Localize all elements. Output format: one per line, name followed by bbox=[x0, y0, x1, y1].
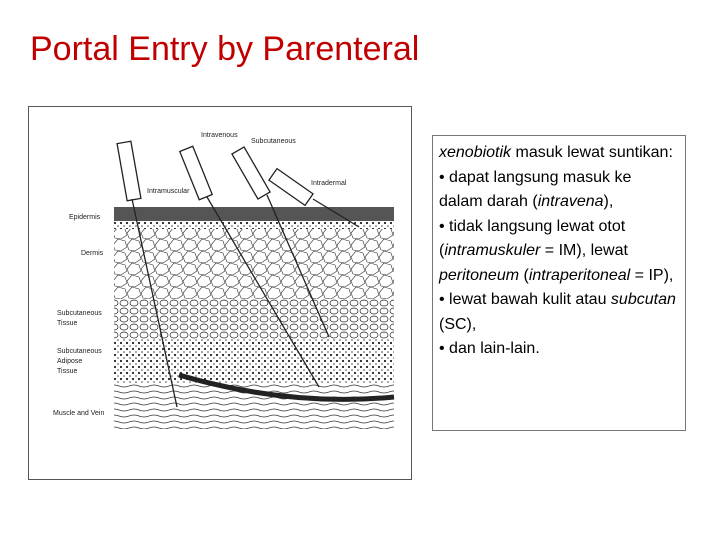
label-subcutaneous-adipose-3: Tissue bbox=[57, 368, 78, 375]
term-intraperitoneal: intraperitoneal bbox=[528, 266, 631, 284]
label-intravenous: Intravenous bbox=[201, 132, 238, 139]
subcutaneous-adipose-layer bbox=[114, 339, 394, 384]
bullet-subcutan bbox=[439, 288, 679, 337]
bullet-2-end: = IP), bbox=[630, 266, 674, 284]
dermis-layer bbox=[114, 229, 394, 299]
term-peritoneum: peritoneum bbox=[439, 266, 520, 284]
bullet-3-text: • lewat bawah kulit atau bbox=[439, 291, 611, 308]
epidermis-layer bbox=[114, 207, 394, 221]
label-subcutaneous-tissue-1: Subcutaneous bbox=[57, 310, 102, 317]
label-dermis: Dermis bbox=[81, 250, 104, 257]
term-subcutan: subcutan bbox=[610, 291, 676, 308]
intro-line bbox=[439, 141, 679, 166]
bullet-3-end: (SC), bbox=[439, 315, 477, 333]
bullet-1-end: ), bbox=[603, 193, 614, 210]
label-subcutaneous-tissue-2: Tissue bbox=[57, 320, 78, 327]
bullet-intramuskuler bbox=[439, 215, 679, 289]
subcutaneous-tissue-layer bbox=[114, 299, 394, 339]
bullet-lain-lain: • dan lain-lain. bbox=[439, 340, 540, 357]
slide-title: Portal Entry by Parenteral bbox=[30, 30, 420, 68]
label-muscle-vein: Muscle and Vein bbox=[53, 410, 105, 417]
label-subcutaneous-needle: Subcutaneous bbox=[251, 138, 296, 145]
description-text-box bbox=[432, 135, 686, 431]
label-epidermis: Epidermis bbox=[69, 214, 101, 221]
label-intradermal: Intradermal bbox=[311, 180, 347, 187]
bullet-2-text: • tidak langsung lewat otot ( bbox=[439, 217, 626, 259]
label-intramuscular: Intramuscular bbox=[147, 188, 190, 195]
bullet-2-mid2: ( bbox=[519, 266, 529, 284]
intro-rest: masuk lewat suntikan: bbox=[511, 144, 673, 161]
term-intramuskuler: intramuskuler bbox=[444, 242, 541, 259]
label-subcutaneous-adipose-2: Adipose bbox=[57, 358, 83, 365]
term-xenobiotik: xenobiotik bbox=[439, 144, 512, 161]
skin-injection-diagram bbox=[28, 106, 412, 480]
bullet-2-mid: = IM), lewat bbox=[540, 242, 628, 259]
label-subcutaneous-adipose-1: Subcutaneous bbox=[57, 348, 102, 355]
bullet-intravena bbox=[439, 166, 679, 215]
bullet-1-text: • dapat langsung masuk ke dalam darah ( bbox=[439, 168, 632, 210]
term-intravena: intravena bbox=[537, 193, 604, 210]
